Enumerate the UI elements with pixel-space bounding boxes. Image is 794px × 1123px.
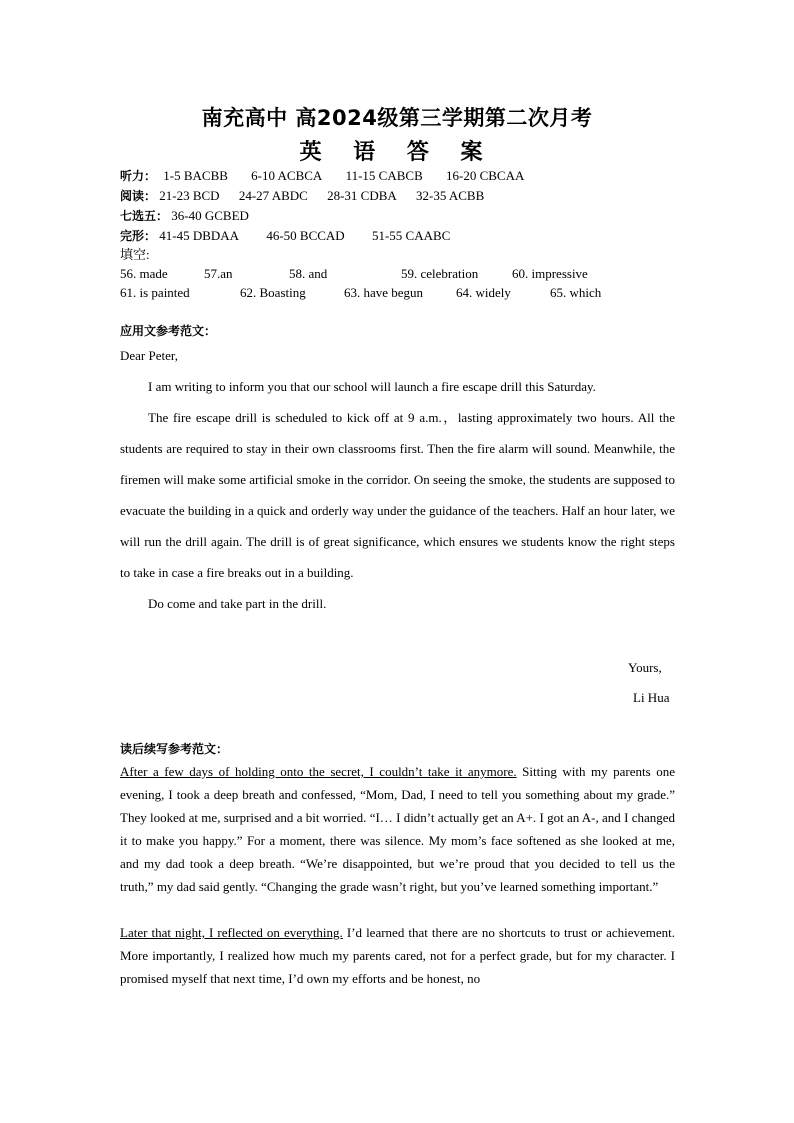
fill-answer: 64. widely [456,285,511,300]
fill-answer: 61. is painted [120,285,190,300]
fill-answer: 59. celebration [401,266,479,281]
answer-group: 36-40 GCBED [171,208,249,223]
fill-answer: 57.an [204,266,233,281]
page-title: 南充高中 高2024级第三学期第二次月考 [201,106,593,130]
fill-answer: 62. Boasting [240,285,306,300]
story-lead-sentence: Later that night, I reflected on everything. [120,925,343,940]
answers-listening [120,167,524,185]
story-paragraph [120,760,675,898]
seven-label: 七选五： [120,209,169,223]
page-subtitle: 英 语 答 案 [299,140,495,165]
letter-paragraph: Do come and take part in the drill. [148,596,327,611]
answer-group: 24-27 ABDC [238,188,308,203]
fill-answer: 56. made [120,266,168,281]
listening-label: 听力： [120,169,157,183]
reading-label: 阅读： [120,189,157,203]
answers-cloze [120,227,450,245]
fill-label: 填空: [120,247,150,262]
letter-heading: 应用文参考范文： [120,324,217,338]
answer-group: 28-31 CDBA [327,188,397,203]
answer-group: 21-23 BCD [159,188,220,203]
letter-signature: Li Hua [633,690,670,705]
fill-answer: 60. impressive [512,266,588,281]
story-lead-sentence: After a few days of holding onto the secret, I couldn’t take it anymore. [120,764,517,779]
fill-answer: 63. have begun [344,285,424,300]
fill-answer: 58. and [289,266,328,281]
answer-group: 51-55 CAABC [371,228,451,243]
continuation-heading: 读后续写参考范文： [120,742,229,756]
letter-body [120,340,675,619]
answer-group: 41-45 DBDAA [159,228,240,243]
story-paragraph [120,921,675,990]
answer-group: 32-35 ACBB [416,188,485,203]
answer-group: 1-5 BACBB [163,168,228,183]
cloze-label: 完形： [120,229,157,243]
letter-paragraph: I am writing to inform you that our school will launch a fire escape drill this Saturday. [148,379,596,394]
answer-group: 16-20 CBCAA [446,168,525,183]
answers-seven-choose-five [120,207,249,225]
story-text: I’d learned that there are no shortcuts to trust or achievement. More importantly, I realized how much my parents cared, not for a perfect grade, but for my character. I promised myself that next time, I’d own my efforts and be honest, no [120,925,676,986]
letter-paragraph: The fire escape drill is scheduled to kick off at 9 a.m.，lasting approximately two hours. All the students are required to stay in their own classrooms first. Then the fire alarm will sound. Meanwhile, the firemen will make some artificial smoke in the corridor. On seeing the smoke, the students are supposed to evacuate the building in a quick and orderly way under the guidance of the teachers. Half an hour later, we will run the drill again. The drill is of great significance, which ensures we students know the right steps to take in case a fire breaks out in a building. [120,410,675,580]
letter-salutation: Dear Peter, [120,348,178,363]
story-text: Sitting with my parents one evening, I took a deep breath and confessed, “Mom, Dad, I need to tell you something about my grade.” They looked at me, surprised and a bit worried. “I… I didn’t actually get an A+. I got an A-, and I changed it to make you happy.” For a moment, there was silence. My mom’s face softened as she looked at me, and my dad took a deep breath. “We’re disappointed, but we’re proud that you decided to tell us the truth,” my dad said gently. “Changing the grade wasn’t right, but you’ve learned something important.” [120,764,675,894]
answers-reading [120,187,484,205]
answer-group: 6-10 ACBCA [251,168,323,183]
answer-group: 11-15 CABCB [345,168,423,183]
answer-group: 46-50 BCCAD [266,228,345,243]
letter-closing: Yours, [628,660,662,675]
continuation-body [120,760,675,990]
fill-answer: 65. which [550,285,602,300]
